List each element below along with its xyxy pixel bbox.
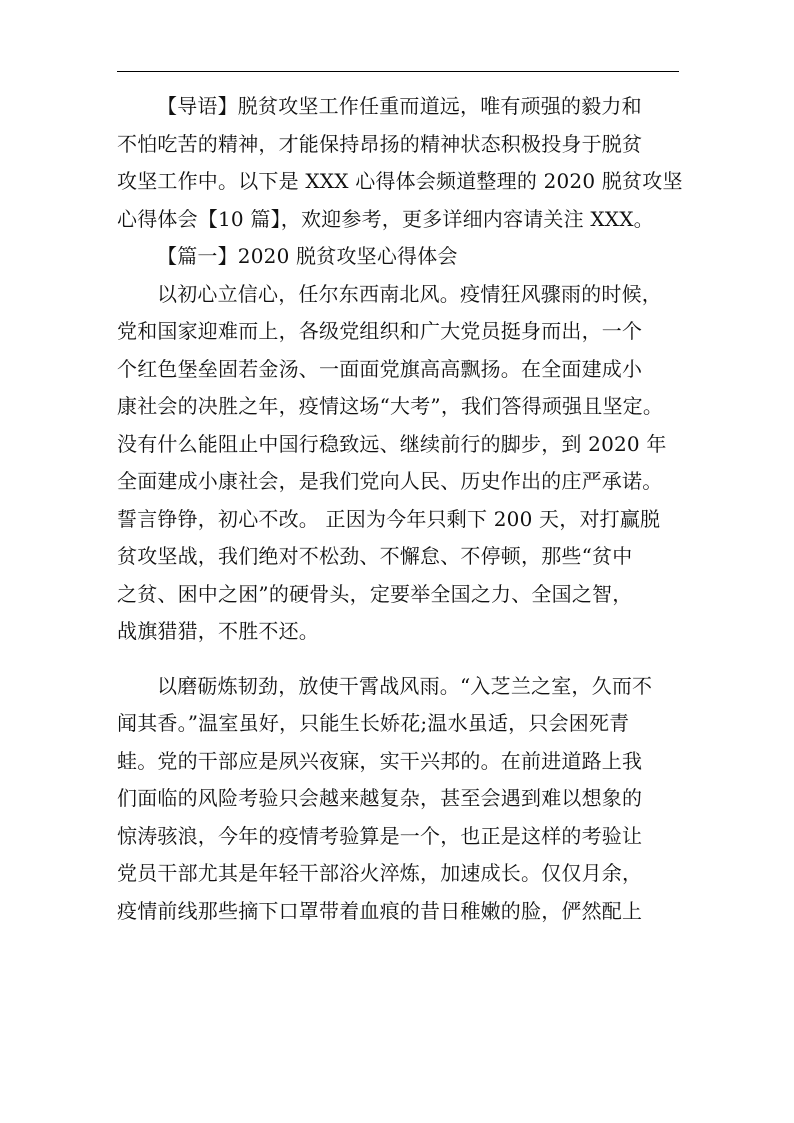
paragraph-line: 没有什么能阻止中国行稳致远、继续前行的脚步，到 2020 年 — [117, 431, 667, 456]
header-rule — [117, 71, 679, 72]
section-heading: 【篇一】2020 脱贫攻坚心得体会 — [157, 244, 458, 268]
paragraph-line: 惊涛骇浪，今年的疫情考验算是一个，也正是这样的考验让 — [117, 823, 643, 848]
paragraph-line: 全面建成小康社会，是我们党向人民、历史作出的庄严承诺。 — [117, 469, 663, 493]
paragraph-line: 闻其香。”温室虽好，只能生长娇花;温水虽适，只会困死青 — [117, 711, 630, 735]
paragraph-line: 以初心立信心，任尔东西南北风。疫情狂风骤雨的时候， — [157, 281, 662, 306]
paragraph-line: 个红色堡垒固若金汤、一面面党旗高高飘扬。在全面建成小 — [117, 356, 643, 381]
paragraph-2 — [117, 668, 683, 931]
paragraph-line: 誓言铮铮，初心不改。 正因为今年只剩下 200 天，对打赢脱 — [117, 506, 661, 531]
document-body — [117, 88, 683, 930]
paragraph-line: 党和国家迎难而上，各级党组织和广大党员挺身而出，一个 — [117, 319, 643, 343]
paragraph-line: 们面临的风险考验只会越来越复杂，甚至会遇到难以想象的 — [117, 786, 643, 810]
paragraph-line: 党员干部尤其是年轻干部浴火淬炼，加速成长。仅仅月余， — [117, 861, 643, 885]
paragraph-line: 康社会的决胜之年，疫情这场“大考”，我们答得顽强且坚定。 — [117, 394, 664, 418]
paragraph-line: 蛙。党的干部应是夙兴夜寐，实干兴邦的。在前进道路上我 — [117, 748, 643, 773]
intro-line: 不怕吃苦的精神，才能保持昂扬的精神状态积极投身于脱贫 — [117, 131, 643, 156]
paragraph-line: 战旗猎猎，不胜不还。 — [117, 619, 319, 643]
intro-paragraph — [117, 88, 683, 238]
paragraph-1 — [117, 276, 683, 651]
paragraph-gap — [117, 651, 683, 668]
intro-line: 【导语】脱贫攻坚工作任重而道远，唯有顽强的毅力和 — [157, 94, 642, 118]
paragraph-line: 贫攻坚战，我们绝对不松劲、不懈怠、不停顿，那些“贫中 — [117, 544, 633, 568]
paragraph-line: 以磨砺炼韧劲，放使干霄战风雨。“入芝兰之室，久而不 — [157, 673, 653, 698]
paragraph-line: 之贫、困中之困”的硬骨头，定要举全国之力、全国之智， — [117, 581, 633, 606]
intro-line: 攻坚工作中。以下是 XXX 心得体会频道整理的 2020 脱贫攻坚 — [117, 169, 683, 193]
paragraph-line: 疫情前线那些摘下口罩带着血痕的昔日稚嫩的脸，俨然配上 — [117, 898, 643, 923]
intro-line: 心得体会【10 篇】，欢迎参考，更多详细内容请关注 XXX。 — [117, 206, 654, 231]
